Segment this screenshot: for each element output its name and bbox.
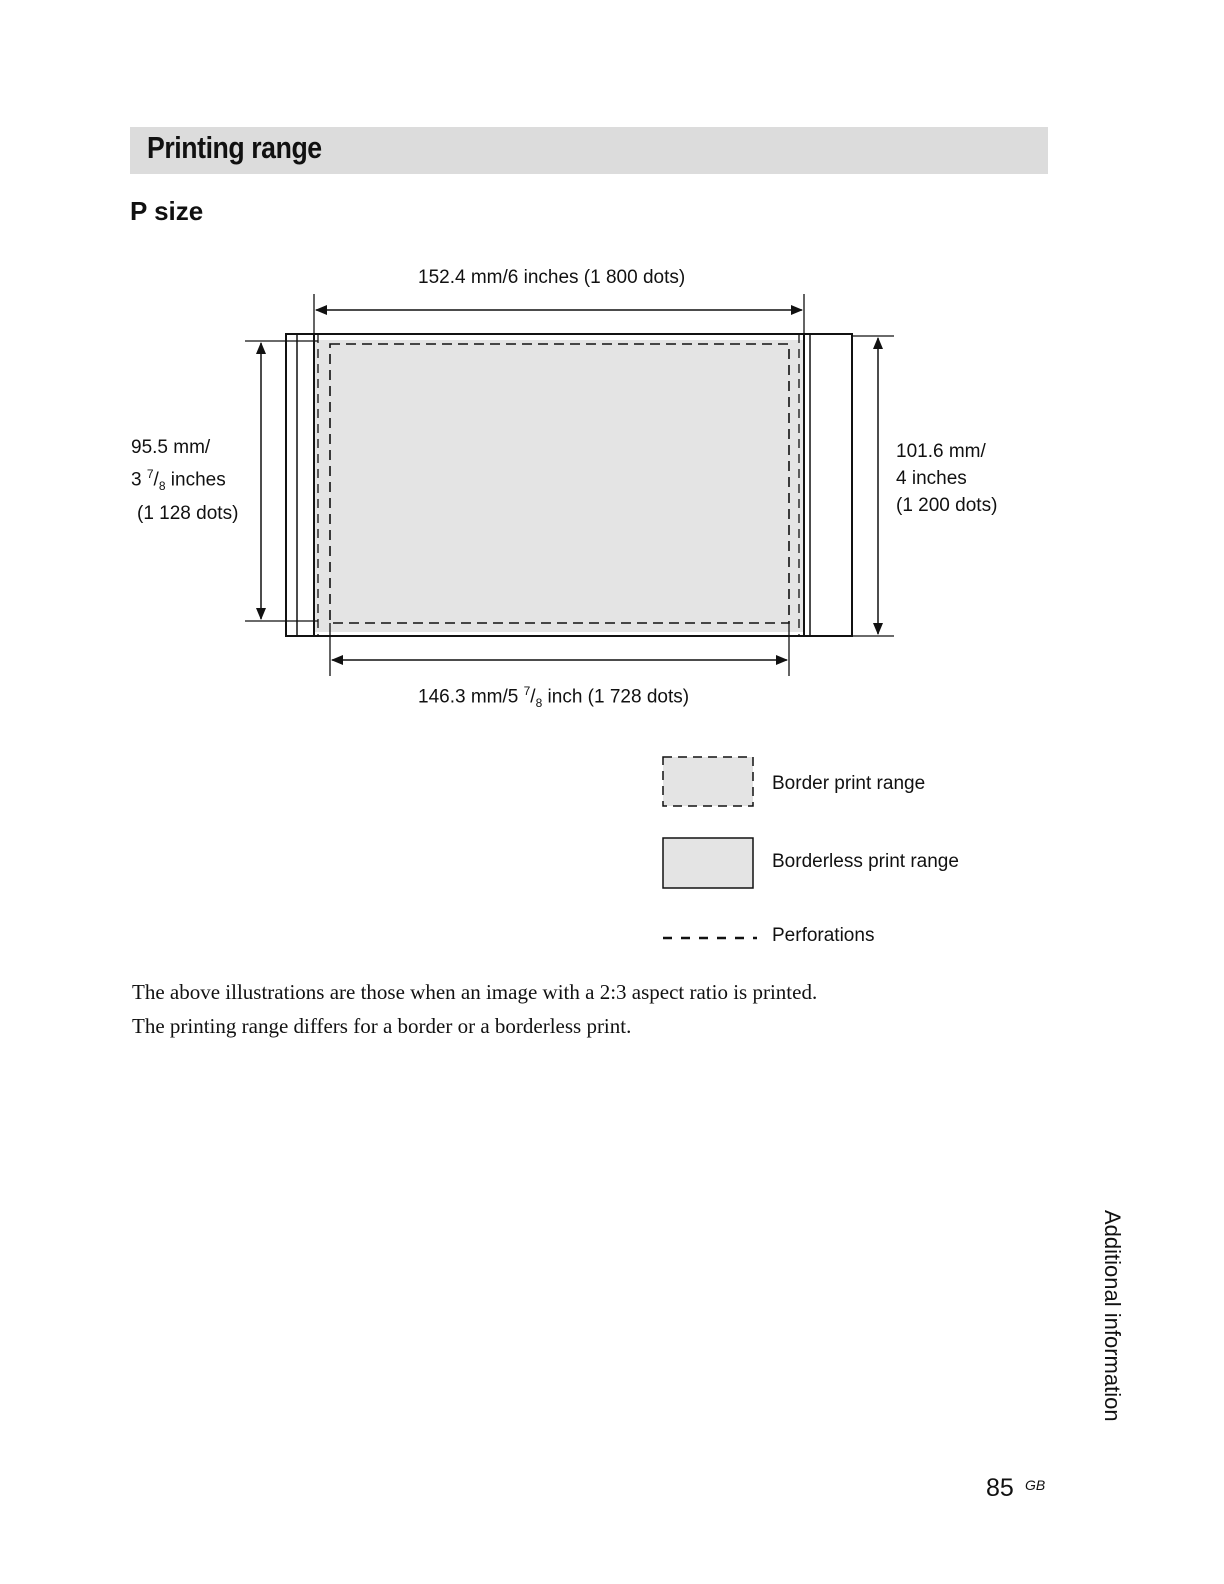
- left-dimension-label: 95.5 mm/ 3 $^7/_8$ inches (1 128 dots): [131, 437, 239, 525]
- section-title: Printing range: [147, 130, 322, 165]
- side-tab: [1082, 1210, 1142, 1445]
- page-number-suffix: GB: [1025, 1477, 1046, 1493]
- note-line-1: The above illustrations are those when an image with a 2:3 aspect ratio is printed.: [132, 980, 818, 1004]
- legend-border-label: Border print range: [772, 773, 926, 794]
- print-area-shade: [314, 340, 804, 632]
- page-number: 85: [986, 1474, 1014, 1502]
- top-dimension-label: 152.4 mm/6 inches (1 800 dots): [418, 267, 686, 288]
- bottom-dimension-label: 146.3 mm/5 $^7/_8$ inch (1 728 dots): [418, 684, 690, 711]
- legend-border-swatch: [663, 757, 753, 806]
- right-dimension-label: 101.6 mm/ 4 inches (1 200 dots): [896, 441, 998, 516]
- legend-perforations-label: Perforations: [772, 925, 875, 946]
- note-line-2: The printing range differs for a border or a borderless print.: [132, 1014, 632, 1038]
- subsection-title: P size: [130, 196, 204, 226]
- legend-borderless-swatch: [663, 838, 753, 888]
- side-tab-label: Additional information: [1100, 1210, 1125, 1422]
- legend-borderless-label: Borderless print range: [772, 851, 959, 872]
